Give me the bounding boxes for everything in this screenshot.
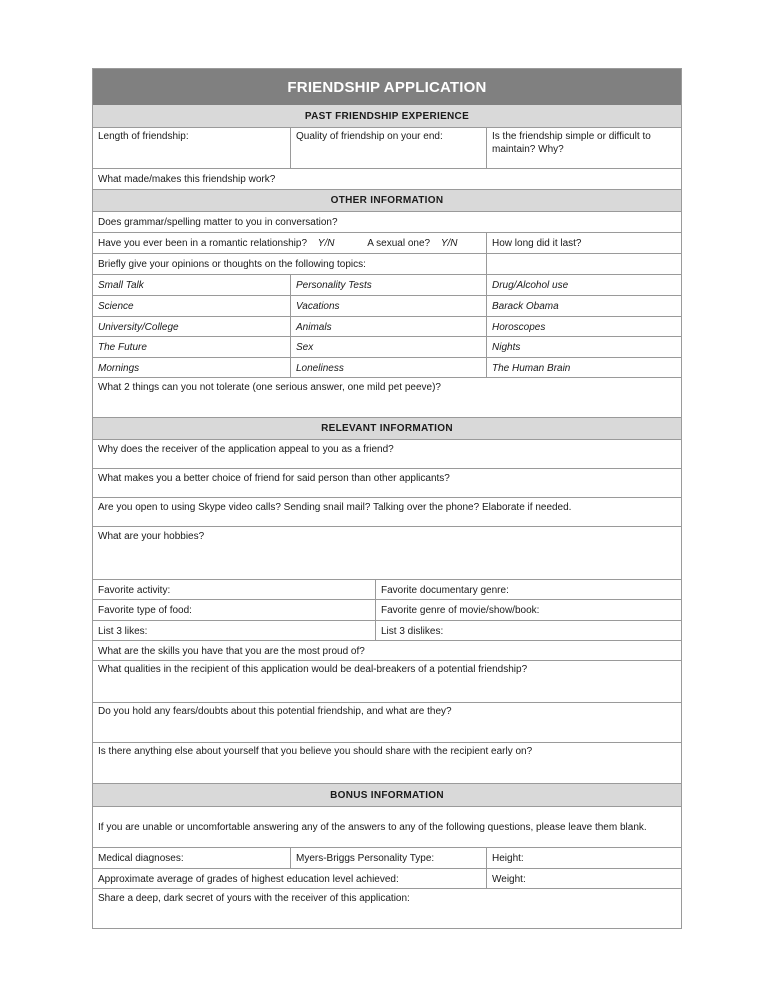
friendship-application-form [92,68,682,929]
weight-field[interactable]: Weight: [486,869,681,888]
topic-cell[interactable]: Drug/Alcohol use [486,275,681,295]
fears-row [93,703,681,743]
grammar-field[interactable]: Does grammar/spelling matter to you in conversation? [98,217,338,228]
topic-cell[interactable]: Science [98,301,134,312]
friendship-simple-field[interactable]: Is the friendship simple or difficult to maintain? Why? [486,128,681,168]
form-title: FRIENDSHIP APPLICATION [93,69,681,105]
secret-row [93,889,681,928]
opinions-blank-cell[interactable] [486,254,681,274]
romantic-row [93,233,681,254]
secret-field[interactable]: Share a deep, dark secret of yours with the receiver of this application: [98,893,410,904]
section-other-information: OTHER INFORMATION [93,190,681,212]
section-bonus-information: BONUS INFORMATION [93,784,681,807]
topic-cell[interactable]: The Future [98,342,147,353]
favorite-documentary-field[interactable]: Favorite documentary genre: [375,580,681,599]
friendship-work-field[interactable]: What made/makes this friendship work? [98,174,276,185]
bonus-note: If you are unable or uncomfortable answering any of the answers to any of the following questions, please leave them blank. [98,822,647,833]
favorite-genre-field[interactable]: Favorite genre of movie/show/book: [375,600,681,620]
topic-cell[interactable]: The Human Brain [486,358,681,377]
past-row-2 [93,169,681,190]
bonus-note-row [93,807,681,848]
quality-of-friendship-field[interactable]: Quality of friendship on your end: [290,128,486,168]
topic-row [93,275,681,296]
opinions-prompt: Briefly give your opinions or thoughts on the following topics: [98,259,366,270]
dealbreakers-field[interactable]: What qualities in the recipient of this application would be deal-breakers of a potential friendship? [98,664,528,675]
topic-cell[interactable]: University/College [98,322,179,333]
sexual-yn: Y/N [440,238,458,249]
sexual-question: A sexual one? [367,238,431,249]
likes-row [93,621,681,641]
topic-cell[interactable]: Horoscopes [486,317,681,336]
topic-cell[interactable]: Loneliness [290,358,486,377]
section-past-friendship: PAST FRIENDSHIP EXPERIENCE [93,105,681,128]
topic-row [93,337,681,358]
skype-row [93,498,681,527]
romantic-question: Have you ever been in a romantic relationship? [98,238,308,249]
skills-field[interactable]: What are the skills you have that you are the most proud of? [98,646,365,657]
grammar-row [93,212,681,233]
skills-row [93,641,681,661]
topic-row [93,358,681,378]
myers-briggs-field[interactable]: Myers-Briggs Personality Type: [290,848,486,868]
topic-cell[interactable]: Nights [486,337,681,357]
topic-cell[interactable]: Small Talk [98,280,144,291]
height-field[interactable]: Height: [486,848,681,868]
section-relevant-information: RELEVANT INFORMATION [93,418,681,440]
hobbies-row [93,527,681,580]
romantic-relationship-field[interactable] [93,233,486,253]
share-early-field[interactable]: Is there anything else about yourself that you believe you should share with the recipient early on? [98,746,533,757]
topic-cell[interactable]: Sex [290,337,486,357]
topic-cell[interactable]: Vacations [290,296,486,316]
topic-cell[interactable]: Mornings [98,363,140,374]
bonus-row-1 [93,848,681,869]
appeal-field[interactable]: Why does the receiver of the application appeal to you as a friend? [98,444,394,455]
dealbreakers-row [93,661,681,703]
favorite-food-field[interactable]: Favorite type of food: [98,605,192,616]
fears-field[interactable]: Do you hold any fears/doubts about this potential friendship, and what are they? [98,706,452,717]
dislikes-field[interactable]: List 3 dislikes: [375,621,681,640]
tolerate-row [93,378,681,418]
grades-field[interactable]: Approximate average of grades of highest education level achieved: [98,874,399,885]
skype-field[interactable]: Are you open to using Skype video calls? Sending snail mail? Talking over the phone? Elaborate if needed. [98,502,572,513]
length-of-friendship-field[interactable]: Length of friendship: [98,131,189,142]
topic-row [93,296,681,317]
favorites-row-1 [93,580,681,600]
better-choice-row [93,469,681,498]
hobbies-field[interactable]: What are your hobbies? [98,531,205,542]
topic-cell[interactable]: Animals [290,317,486,336]
favorites-row-2 [93,600,681,621]
past-row-1 [93,128,681,169]
opinions-row [93,254,681,275]
favorite-activity-field[interactable]: Favorite activity: [98,585,171,596]
better-choice-field[interactable]: What makes you a better choice of friend for said person than other applicants? [98,473,450,484]
share-early-row [93,743,681,784]
medical-diagnoses-field[interactable]: Medical diagnoses: [98,853,184,864]
bonus-row-2 [93,869,681,889]
romantic-yn: Y/N [317,238,335,249]
topic-cell[interactable]: Personality Tests [290,275,486,295]
topic-cell[interactable]: Barack Obama [486,296,681,316]
tolerate-field[interactable]: What 2 things can you not tolerate (one serious answer, one mild pet peeve)? [98,382,441,393]
likes-field[interactable]: List 3 likes: [98,626,148,637]
how-long-field[interactable]: How long did it last? [486,233,681,253]
topic-row [93,317,681,337]
appeal-row [93,440,681,469]
